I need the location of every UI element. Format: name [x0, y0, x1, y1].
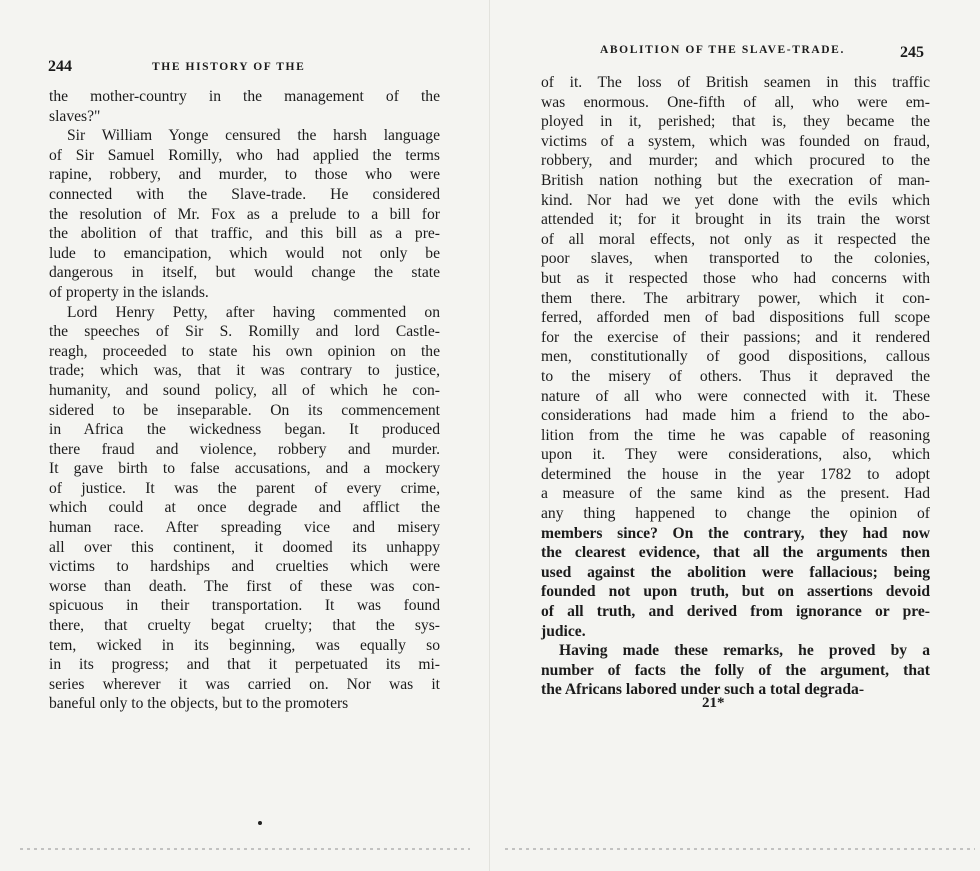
- signature-mark: 21*: [702, 695, 725, 711]
- text-line: humanity, and sound policy, all of which he con-: [49, 381, 440, 399]
- text-line: of it. The loss of British seamen in this traffic: [541, 74, 930, 91]
- text-line: the mother-country in the management of the: [49, 88, 440, 105]
- text-line: a measure of the same kind as the present. Had: [541, 485, 930, 503]
- text-line: sidered to be inseparable. On its commencement: [49, 401, 440, 419]
- left-running-head: THE HISTORY OF THE: [152, 61, 306, 73]
- text-line: of all truth, and derived from ignorance or pre-: [541, 603, 930, 621]
- text-line: Sir William Yonge censured the harsh language: [67, 127, 440, 145]
- text-line: for the exercise of their passions; and it rendered: [541, 328, 930, 346]
- text-line: attended it; for it brought in its train the worst: [541, 211, 930, 229]
- text-line: there, that cruelty begat cruelty; that the sys-: [49, 617, 440, 635]
- text-line: reagh, proceeded to state his own opinion on the: [49, 342, 440, 360]
- text-line: the abolition of that traffic, and this bill as a pre-: [49, 225, 440, 243]
- text-line: slaves?": [49, 107, 101, 125]
- scan-noise-left: [20, 848, 470, 850]
- text-line: It gave birth to false accusations, and a mockery: [49, 460, 440, 478]
- text-line: connected with the Slave-trade. He considered: [49, 185, 440, 203]
- text-line: tem, wicked in its beginning, was equally so: [49, 636, 440, 654]
- text-line: British nation nothing but the execration of man-: [541, 171, 930, 189]
- text-line: of Sir Samuel Romilly, who had applied the terms: [49, 146, 440, 164]
- text-line: which could at once degrade and afflict the: [49, 499, 440, 517]
- text-line: Lord Henry Petty, after having commented on: [67, 303, 440, 321]
- text-line: upon it. They were considerations, also, which: [541, 446, 930, 464]
- right-page: [490, 0, 980, 871]
- text-line: the speeches of Sir S. Romilly and lord Castle-: [49, 323, 440, 341]
- text-line: Having made these remarks, he proved by a: [559, 642, 930, 660]
- text-line: considerations had made him a friend to the abo-: [541, 407, 930, 425]
- scan-noise-right: [505, 848, 975, 850]
- right-text-block: [541, 73, 930, 700]
- text-line: used against the abolition were fallacious; being: [541, 563, 930, 581]
- right-page-number: 245: [900, 44, 924, 61]
- text-line: of property in the islands.: [49, 283, 209, 301]
- text-line: poor slaves, when transported to the colonies,: [541, 250, 930, 268]
- text-line: lition from the time he was capable of reasoning: [541, 426, 930, 444]
- text-line: any thing happened to change the opinion of: [541, 505, 930, 523]
- ink-speck: [258, 821, 262, 825]
- text-line: of all moral effects, not only as it respected the: [541, 230, 930, 248]
- text-line: founded not upon truth, but on assertions devoid: [541, 583, 930, 601]
- text-line: them there. The arbitrary power, which it con-: [541, 289, 930, 307]
- text-line: in its progress; and that it perpetuated its mi-: [49, 656, 440, 674]
- text-line: determined the house in the year 1782 to adopt: [541, 465, 930, 483]
- text-line: nature of all who were connected with it. These: [541, 387, 930, 405]
- text-line: in Africa the wickedness began. It produced: [49, 421, 440, 439]
- text-line: to the misery of others. Thus it depraved the: [541, 367, 930, 385]
- text-line: rapine, robbery, and murder, to those who were: [49, 166, 440, 184]
- text-line: but as it respected those who had concerns with: [541, 269, 930, 287]
- text-line: members since? On the contrary, they had now: [541, 524, 930, 542]
- text-line: worse than death. The first of these was con-: [49, 577, 440, 595]
- text-line: judice.: [541, 622, 586, 640]
- text-line: ployed in it, perished; that is, they became the: [541, 113, 930, 131]
- text-line: trade; which was, that it was contrary to justice,: [49, 362, 440, 380]
- text-line: of justice. It was the parent of every crime,: [49, 479, 440, 497]
- text-line: victims to hardships and cruelties which were: [49, 558, 440, 576]
- text-line: number of facts the folly of the argument, that: [541, 661, 930, 679]
- text-line: the clearest evidence, that all the arguments then: [541, 544, 930, 562]
- text-line: baneful only to the objects, but to the promoters: [49, 695, 349, 713]
- text-line: the resolution of Mr. Fox as a prelude to a bill for: [49, 205, 440, 223]
- text-line: dangerous in itself, but would change the state: [49, 264, 440, 282]
- text-line: there fraud and violence, robbery and murder.: [49, 440, 440, 458]
- text-line: was enormous. One-fifth of all, who were em-: [541, 93, 930, 111]
- text-line: victims of a system, which was founded on fraud,: [541, 132, 930, 150]
- text-line: all over this continent, it doomed its unhappy: [49, 538, 440, 556]
- text-line: men, constitutionally of good dispositions, callous: [541, 348, 930, 366]
- text-line: series wherever it was carried on. Nor was it: [49, 675, 440, 693]
- text-line: the Africans labored under such a total degrada-: [541, 681, 865, 699]
- text-line: ferred, afforded men of bad dispositions full scope: [541, 309, 930, 327]
- text-line: human race. After spreading vice and misery: [49, 519, 440, 537]
- left-text-block: [49, 87, 440, 714]
- left-page-number: 244: [48, 58, 72, 75]
- text-line: kind. Nor had we yet done with the evils which: [541, 191, 930, 209]
- right-running-head: ABOLITION OF THE SLAVE-TRADE.: [600, 44, 845, 56]
- text-line: lude to emancipation, which would not only be: [49, 244, 440, 262]
- text-line: spicuous in their transportation. It was found: [49, 597, 440, 615]
- text-line: robbery, and murder; and which procured to the: [541, 152, 930, 170]
